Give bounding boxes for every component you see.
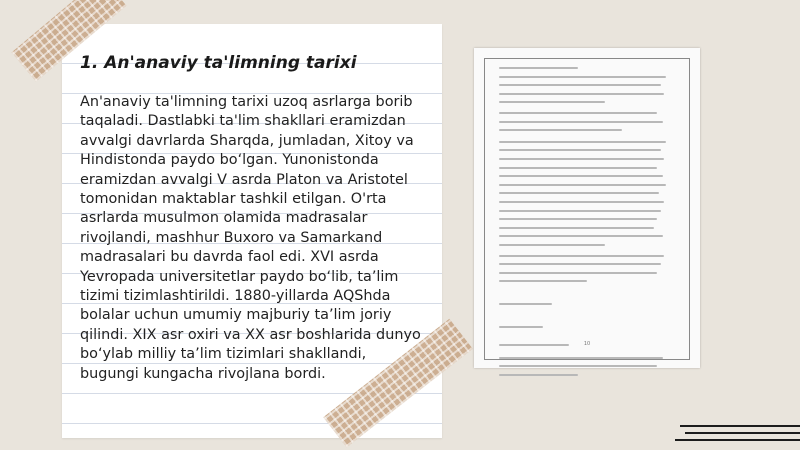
document-text-line bbox=[499, 365, 657, 367]
document-text-line bbox=[499, 374, 578, 376]
document-text-line bbox=[499, 201, 664, 203]
document-page-image bbox=[474, 48, 700, 368]
document-text-line bbox=[499, 218, 657, 220]
decorative-rule-1 bbox=[680, 425, 800, 427]
document-text-line bbox=[499, 112, 657, 114]
document-border bbox=[484, 58, 690, 360]
document-text-line bbox=[499, 235, 663, 237]
document-text-line bbox=[499, 129, 622, 131]
document-text-line bbox=[499, 255, 664, 257]
document-text-line bbox=[499, 141, 666, 143]
document-text-line bbox=[499, 357, 663, 359]
decorative-rule-3 bbox=[675, 439, 800, 441]
decorative-rule-2 bbox=[685, 432, 800, 434]
document-text-line bbox=[499, 227, 654, 229]
document-text-line bbox=[499, 84, 661, 86]
document-text-line bbox=[499, 244, 605, 246]
slide-title: 1. An'anaviy ta'limning tarixi bbox=[80, 53, 357, 73]
document-text-line bbox=[499, 167, 657, 169]
document-text-line bbox=[499, 263, 661, 265]
document-text-line bbox=[499, 101, 605, 103]
document-text-line bbox=[499, 121, 663, 123]
document-text-line bbox=[499, 76, 666, 78]
document-text-line bbox=[499, 67, 578, 69]
document-text-line bbox=[499, 280, 587, 282]
document-text-line bbox=[499, 192, 659, 194]
document-text-line bbox=[499, 158, 664, 160]
document-text-line bbox=[499, 303, 552, 305]
document-page-number: 10 bbox=[583, 341, 591, 347]
document-text-line bbox=[499, 210, 661, 212]
document-text-line bbox=[499, 326, 543, 328]
document-text-line bbox=[499, 272, 657, 274]
document-text-line bbox=[499, 175, 663, 177]
document-text-line bbox=[499, 93, 664, 95]
slide-body-text: An'anaviy ta'limning tarixi uzoq asrlarga borib taqaladi. Dastlabki ta'lim shakllari eramizdan avvalgi davrlarda Sharqda, jumladan, Xitoy va Hindistonda paydo bo‘lgan. Yunonistonda eramizdan avvalgi V asrda Platon va Aristotel tomonidan maktablar tashkil etilgan. O'rta asrlarda musulmon olamida madrasalar rivojlandi, mashhur Buxoro va Samarkand madrasalari bu davrda faol edi. XVI asrda Yevropada universitetlar paydo bo‘lib, ta’lim tizimi tizimlashtirildi. 1880-yillarda AQShda bolalar uchun umumiy majburiy ta’lim joriy qilindi. XIX asr oxiri va XX asr boshlarida dunyo bo‘ylab milliy ta’lim tizimlari shakllandi, bugungi kungacha rivojlana bordi. bbox=[80, 94, 421, 382]
document-text-line bbox=[499, 184, 666, 186]
document-text-line bbox=[499, 149, 661, 151]
